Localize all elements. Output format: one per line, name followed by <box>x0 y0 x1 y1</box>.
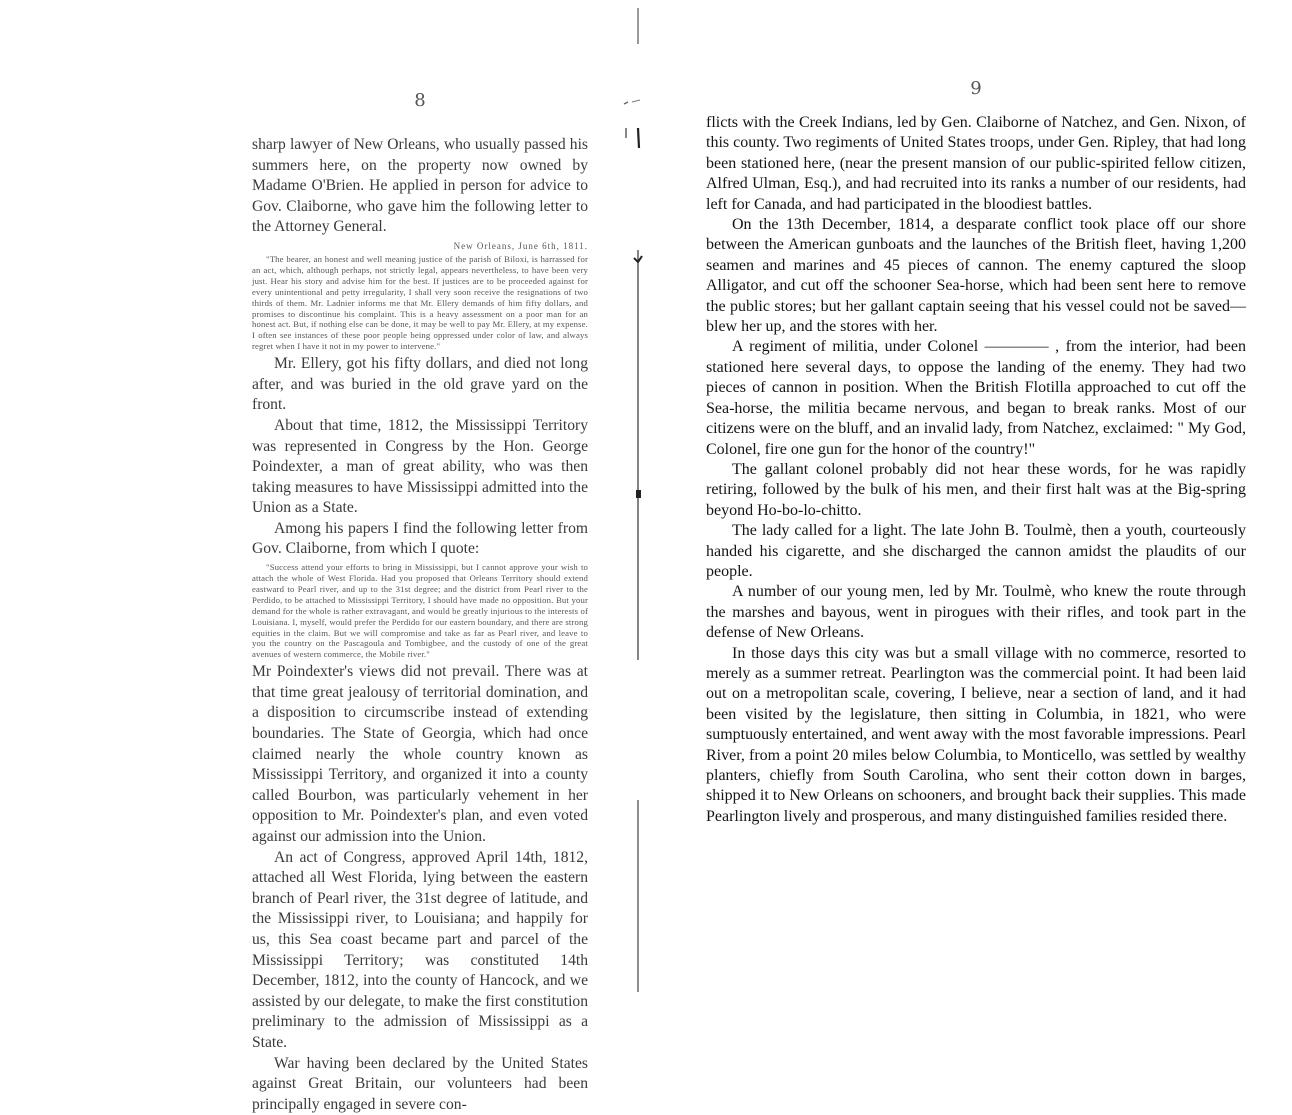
gutter-marks <box>600 0 680 992</box>
right-paragraph-5: The lady called for a light. The late John B. Toulmè, then a youth, courteously handed his cigarette, and she discharged the cannon amidst the plaudits of our people. <box>706 521 1246 582</box>
left-page-number: 8 <box>252 90 588 111</box>
right-paragraph-4: The gallant colonel probably did not hear these words, for he was rapidly retiring, followed by the bulk of his men, and their first halt was at the Big-spring beyond Ho-bo-lo-chitto. <box>706 460 1246 521</box>
left-paragraph-7: War having been declared by the United States against Great Britain, our volunteers had been principally engaged in severe con- <box>252 1054 588 1115</box>
left-paragraph-5: Mr Poindexter's views did not prevail. There was at that time great jealousy of territorial domination, and a disposition to circumscribe instead of extending boundaries. The State of Georgia, which had once claimed nearly the whole country known as Mississippi Territory, and organized it into a county called Bourbon, was particularly vehement in her opposition to Mr. Poindexter's plan, and even voted against our admission into the Union. <box>252 662 588 847</box>
book-gutter <box>600 0 680 992</box>
right-paragraph-7: In those days this city was but a small village with no commerce, resorted to merely as a summer retreat. Pearlington was the commercial point. It had been laid out on a metropolitan scale, covering, I believe, near a section of land, and it had been visited by the legislature, then sitting in Columbia, in 1821, who were sumptuously entertained, and went away with the most favorable impressions. Pearl River, from a point 20 miles below Columbia, to Monticello, was settled by wealthy planters, chiefly from South Carolina, who sent their cotton down in barges, shipped it to New Orleans on schooners, and brought back their supplies. This made Pearlington lively and prosperous, and many distinguished families resided there. <box>706 644 1246 828</box>
left-paragraph-4: Among his papers I find the following letter from Gov. Claiborne, from which I quote: <box>252 519 588 560</box>
right-page <box>706 78 1246 978</box>
poindexter-letter-quote: "Success attend your efforts to bring in Mississippi, but I cannot approve your wish to attach the whole of West Florida. Had you proposed that Orleans Territory should extend eastward to Pearl river, and up to the 31st degree; and the district from Pearl river to the Perdido, to be attached to Mississippi Territory, I should have made no opposition. But your demand for the whole is rather extravagant, and would be greatly injurious to the interests of Louisiana. I, myself, would prefer the Perdido for our eastern boundary, and there are strong equities in the claim. But we will compromise and take as far as Pearl river, and leave to you the country on the Pascagoula and Tombigbee, and the custody of one of the great avenues of western commerce, the Mobile river." <box>252 562 588 660</box>
claiborne-letter-quote: "The bearer, an honest and well meaning justice of the parish of Biloxi, is harrassed for an act, which, although perhaps, not strictly legal, appears nevertheless, to have been very just. Hear his story and advise him for the best. If justices are to be proceeded against for every unintentional and petty irregularity, I shall very soon receive the resignations of two thirds of them. Mr. Ladnier informs me that Mr. Ellery demands of him fifty dollars, and promises to discontinue his complaint. This is a heavy assessment on a poor man for an honest act. But, if nothing else can be done, it may be well to pay Mr. Ellery, at my expense. I often see instances of these poor people being oppressed under color of law, and always regret when I have it not in my power to intervene." <box>252 254 588 352</box>
left-paragraph-2: Mr. Ellery, got his fifty dollars, and died not long after, and was buried in the old grave yard on the front. <box>252 354 588 416</box>
right-paragraph-6: A number of our young men, led by Mr. Toulmè, who knew the route through the marshes and bayous, went in pirogues with their rifles, and took part in the defense of New Orleans. <box>706 582 1246 643</box>
right-page-number: 9 <box>706 78 1246 99</box>
right-paragraph-3: A regiment of militia, under Colonel ———— , from the interior, had been stationed here several days, to oppose the landing of the enemy. They had two pieces of cannon in position. When the British Flotilla approached to cut off the Sea-horse, the militia became nervous, and began to break ranks. Most of our citizens were on the bluff, and an invalid lady, from Natchez, exclaimed: " My God, Colonel, fire one gun for the honor of the country!" <box>706 337 1246 459</box>
left-page <box>252 90 588 980</box>
right-paragraph-1: flicts with the Creek Indians, led by Gen. Claiborne of Natchez, and Gen. Nixon, of this county. Two regiments of United States troops, under Gen. Ripley, that had long been stationed here, (near the present mansion of our public-spirited fellow citizen, Alfred Ulman, Esq.), and had recruited into its ranks a number of our residents, had left for Canada, and had participated in the bloodiest battles. <box>706 113 1246 215</box>
left-paragraph-1: sharp lawyer of New Orleans, who usually passed his summers here, on the property now owned by Madame O'Brien. He applied in person for advice to Gov. Claiborne, who gave him the following letter to the Attorney General. <box>252 135 588 238</box>
right-paragraph-2: On the 13th December, 1814, a desparate conflict took place off our shore between the American gunboats and the launches of the British fleet, having 1,200 seamen and marines and 45 pieces of cannon. The enemy captured the sloop Alligator, and cut off the schooner Sea-horse, which had been sent here to remove the public stores; but her gallant captain seeing that his vessel could not be saved—blew her up, and the stores with her. <box>706 215 1246 337</box>
left-paragraph-6: An act of Congress, approved April 14th, 1812, attached all West Florida, lying between the eastern branch of Pearl river, the 31st degree of latitude, and the Mississippi river, to Louisiana; and happily for us, this Sea coast became part and parcel of the Mississippi Territory; was constituted 14th December, 1812, into the county of Hancock, and we assisted by our delegate, to make the first constitution preliminary to the admission of Mississippi as a State. <box>252 848 588 1054</box>
left-paragraph-3: About that time, 1812, the Mississippi Territory was represented in Congress by the Hon. George Poindexter, a man of great ability, who was then taking measures to have Mississippi admitted into the Union as a State. <box>252 416 588 519</box>
letter-dateline: New Orleans, June 6th, 1811. <box>252 240 588 252</box>
